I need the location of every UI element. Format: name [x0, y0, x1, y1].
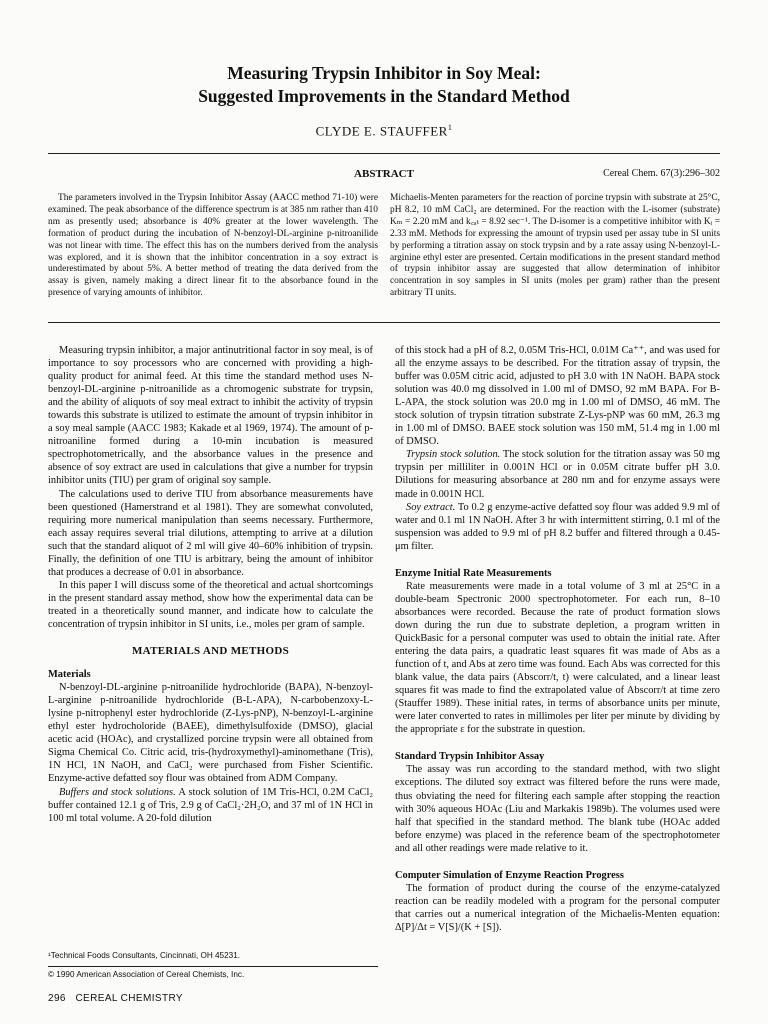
title-line-1: Measuring Trypsin Inhibitor in Soy Meal: — [227, 63, 541, 83]
top-rule — [48, 153, 720, 154]
abstract-left-text: The parameters involved in the Trypsin Inhibitor Assay (AACC method 71-10) were examined. The peak absorbance of the difference spectrum is at 385 nm rather than 410 nm as presently used; absorbance is 40% greater at the lower wavelength. The formation of product during the incubation of N-benzoyl-DL-arginine p-nitroanilide was not linear with time. The effect this has on the numbers derived from the analysis was explored, and it is shown that the inhibitor concentration in a soy extract is underestimated by about 5%. A better method of treating the data derived from the assay is given, namely making a direct linear fit to the absorbance found in the presence of varying amounts of inhibitor. — [48, 193, 378, 299]
body-left-column — [48, 344, 373, 825]
journal-name: CEREAL CHEMISTRY — [75, 993, 183, 1004]
trypsin-stock-paragraph — [395, 448, 720, 500]
standard-assay-paragraph: The assay was run according to the standard method, with two slight exceptions. The diluted soy extract was filtered before the runs were made, thus obviating the need for filtering each sample after stopping the reaction with 30% aqueous HOAc (Liu and Markakis 1989b). The volumes used were half that specified in the standard method. The blank tube (HOAc added before enzyme) was placed in the reference beam of the spectrophotometer and all other readings were made relative to it. — [395, 764, 720, 854]
intro-paragraph-2: The calculations used to derive TIU from absorbance measurements have been questioned (Hamerstrand et al 1981). They are somewhat convoluted, requiring more numerical manipulation than seems necessary. Furthermore, each assay requires several trial dilutions, attempting to arrive at a dilution such that the standard aliquot of 2 ml will give 40–60% inhibition of trypsin. Finally, the definition of one TIU is arbitrary, being the amount of inhibitor that produces a decrease of 0.01 in absorbance. — [48, 488, 373, 578]
initial-rate-paragraph: Rate measurements were made in a total volume of 3 ml at 25°C in a double-beam Spectronic 2000 spectrophotometer. For each run, 8–10 absorbances were recorded. Because the rate of product formation slows down during the run due to substrate depletion, a program written in QuickBasic for a personal computer was used to obtain the initial rate. After entering the data pairs, a quadratic least squares fit was made of Abs as a function of t, and Abs at zero time was found. Each Abs was corrected for this blank value, the data pairs (Abscorr/t, t) were calculated, and a linear least squares fit was made to find the extrapolated value of Abscorr/t at time zero (Stauffer 1989). These initial rates, in terms of absorbance units per minute, were later converted to rates in millimoles per liter per minute by dividing by the appropriate ε for the substrate in question. — [395, 580, 720, 736]
body-right-column — [395, 344, 720, 934]
intro-paragraph-3: In this paper I will discuss some of the theoretical and actual shortcomings in the present standard assay method, show how the experimental data can be treated in a theoretically sound manner, and indicate how to calculate the concentration of trypsin inhibitor in SI units, i.e., moles per gram of sample. — [48, 579, 373, 630]
author-name: CLYDE E. STAUFFER — [315, 123, 448, 139]
abstract-left-column — [48, 193, 378, 300]
trypsin-stock-lead: Trypsin stock solution. — [406, 449, 501, 461]
journal-citation: Cereal Chem. 67(3):296–302 — [603, 168, 720, 179]
author-footnote-mark: 1 — [447, 123, 453, 132]
paper-title — [0, 62, 768, 108]
footnote-rule — [48, 966, 378, 967]
abstract-right-text: Michaelis-Menten parameters for the reaction of porcine trypsin with substrate at 25°C, pH 8.2, 10 mM CaCl₂ are determined. For the reaction with the L-isomer (substrate) Kₘ = 2.20 mM and k꜀ₐₜ = 8.92 sec⁻¹. The D-isomer is a competitive inhibitor with Kᵢ = 2.33 mM. Methods for expressing the amount of trypsin used per assay tube in SI units by performing a titration assay on stock trypsin and by a rate assay using N-benzoyl-L-arginine ethyl ester are presented. Certain modifications in the present standard method of trypsin inhibitor assay are suggested that allow determination of inhibitor concentration in soy samples in SI units (moles per gram) rather than the present arbitrary TI units. — [390, 193, 720, 299]
buffers-paragraph — [48, 786, 373, 825]
soy-extract-paragraph — [395, 501, 720, 553]
intro-paragraph-1: Measuring trypsin inhibitor, a major antinutritional factor in soy meal, is of importance to soy processors who are concerned with providing a high-quality product for animal feed. At this time the standard method uses N-benzoyl-DL-arginine p-nitroanilide as a chromogenic substrate for trypsin, and the ability of aliquots of soy meal extract to inhibit the activity of trypsin towards this substrate is utilized to estimate the amount of trypsin inhibitor in a soy meal sample (AACC 1983; Kakade et al 1969, 1974). The amount of p-nitroaniline formed during a 10-min incubation is measured spectrophotometrically, and the absorbance values in the presence and absence of soy extract are used in calculations that give a number for trypsin inhibitor units (TIU) per gram of original soy sample. — [48, 345, 373, 487]
author-line — [0, 123, 768, 139]
abstract-right-column — [390, 193, 720, 300]
page-footer — [48, 993, 183, 1004]
abstract-heading: ABSTRACT — [354, 168, 414, 180]
initial-rate-heading: Enzyme Initial Rate Measurements — [395, 567, 552, 579]
title-line-2: Suggested Improvements in the Standard Method — [198, 86, 570, 106]
materials-heading: Materials — [48, 669, 91, 681]
materials-paragraph: N-benzoyl-DL-arginine p-nitroanilide hydrochloride (BAPA), N-benzoyl-L-arginine p-nitroanilide hydrochloride (B-L-APA), N-carbobenzoxy-L-lysine p-nitrophenyl ester hydrochloride (Z-Lys-pNP), N-benzoyl-L-arginine ethyl ester hydrocholoride (BAEE), dimethylsulfoxide (DMSO), glacial acetic acid (HOAc), and crystallized porcine trypsin were all obtained from Sigma Chemical Co. Citric acid, tris-(hydroxymethyl)-aminomethane (Tris), 1N HCl, 1N NaOH, and CaCl₂ were purchased from Fisher Scientific. Enzyme-active defatted soy flour was obtained from ADM Company. — [48, 682, 373, 785]
abstract-bottom-rule — [48, 322, 720, 323]
buffers-lead: Buffers and stock solutions. — [59, 786, 176, 798]
buffers-text: A stock solution of 1M Tris-HCl, 0.2M CaCl₂ buffer contained 12.1 g of Tris, 2.9 g of CaCl₂·2H₂O, and 37 ml of 1N HCl in 100 ml total volume. A 20-fold dilution — [48, 786, 373, 824]
page-number: 296 — [48, 993, 66, 1004]
standard-assay-heading: Standard Trypsin Inhibitor Assay — [395, 751, 545, 763]
affiliation-footnote: ¹Technical Foods Consultants, Cincinnati, OH 45231. — [48, 951, 241, 960]
simulation-heading: Computer Simulation of Enzyme Reaction Progress — [395, 869, 624, 881]
simulation-paragraph: The formation of product during the course of the enzyme-catalyzed reaction can be readily modeled with a program for the personal computer that carries out a numerical integration of the Michaelis-Menten equation: Δ[P]/Δt = V[S]/(K + [S]). — [395, 882, 720, 933]
copyright-notice: © 1990 American Association of Cereal Chemists, Inc. — [48, 970, 245, 979]
trypsin-stock-text: The stock solution for the titration assay was 50 mg trypsin per milliliter in 0.001N HCl or in 0.05M citrate buffer pH 3.0. Dilutions for measuring absorbance at 280 nm and for enzyme assays were made in 0.001N HCl. — [395, 449, 721, 500]
methods-heading: MATERIALS AND METHODS — [131, 645, 290, 658]
soy-extract-lead: Soy extract. — [406, 501, 456, 513]
continued-paragraph: of this stock had a pH of 8.2, 0.05M Tris-HCl, 0.01M Ca⁺⁺, and was used for all the enzyme assays to be described. For the titration assay of trypsin, the buffer was 0.05M citric acid, adjusted to pH 3.0 with 1N NaOH. BAPA stock solution was 40.0 mg dissolved in 1.00 ml of DMSO, 92 mM BAPA. For B-L-APA, the stock solution was 20.0 mg in 1.00 ml of DMSO, 46 mM. The stock solution of trypsin titration substrate Z-Lys-pNP was 60 mM, 26.3 mg in 1.00 ml of DMSO. BAEE stock solution was 150 mM, 51.4 mg in 1.00 ml of DMSO. — [395, 345, 720, 448]
soy-extract-text: To 0.2 g enzyme-active defatted soy flour was added 9.9 ml of water and 0.1 ml 1N NaOH. After 3 hr with intermittent stirring, 0.1 ml of the suspension was added to 9.9 ml of pH 8.2 buffer and filtered through a 0.45-μm filter. — [395, 501, 721, 552]
